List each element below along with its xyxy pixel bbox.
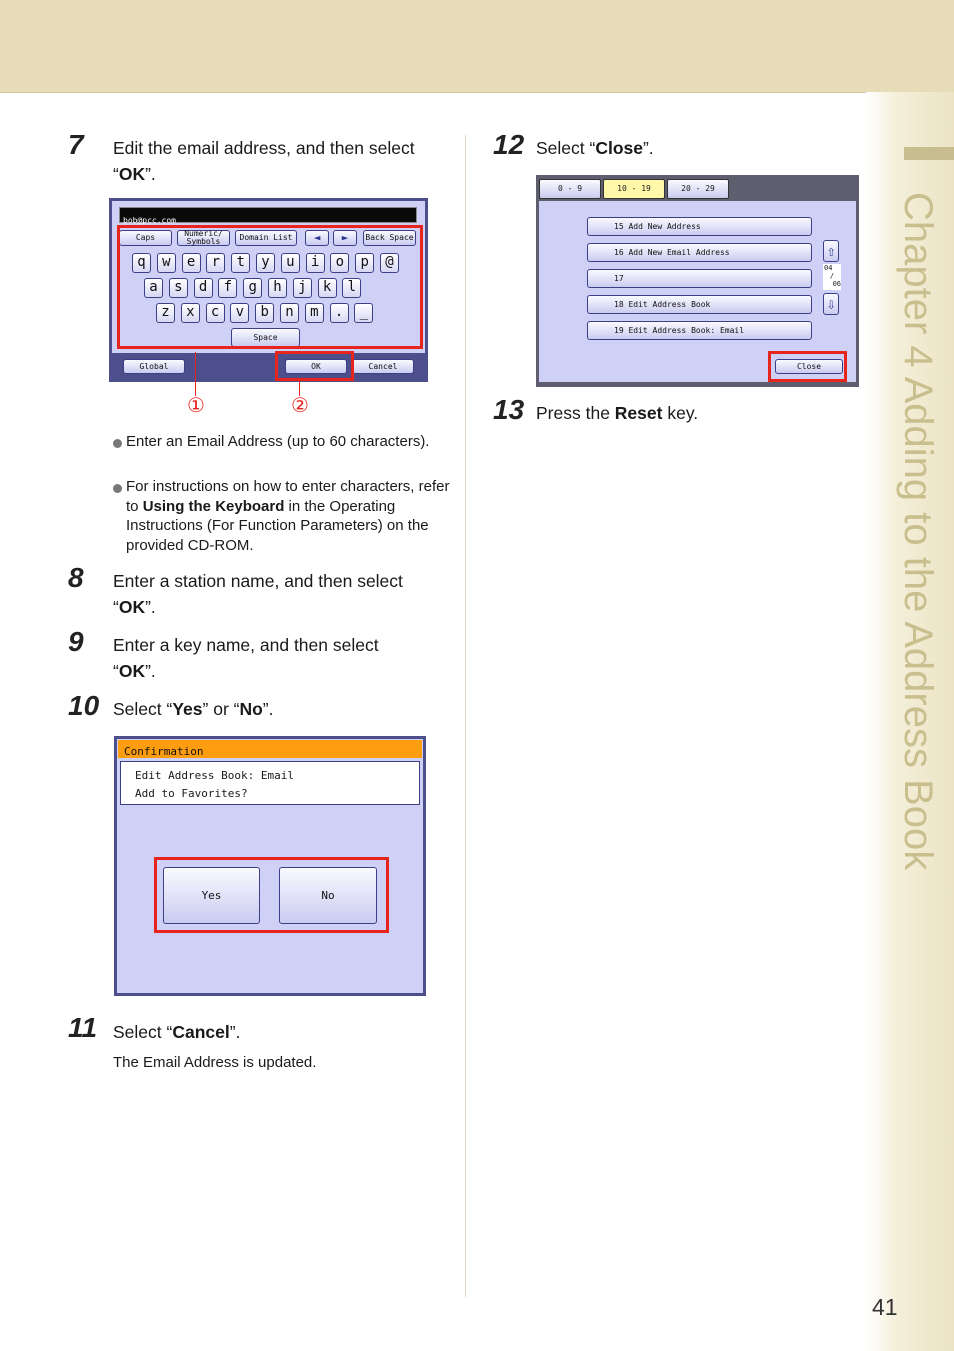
back-space-button[interactable]: Back Space — [363, 230, 416, 246]
page-total: 06 — [832, 280, 841, 288]
email-input[interactable] — [119, 207, 417, 223]
key-c[interactable]: c — [206, 303, 225, 323]
bullet-dot — [113, 484, 122, 493]
step-13-text: Press the Reset key. — [536, 403, 699, 423]
caps-button[interactable]: Caps — [119, 230, 172, 246]
arrow-down-icon: ⇩ — [826, 295, 836, 313]
key-w[interactable]: w — [157, 253, 176, 273]
key-s[interactable]: s — [169, 278, 188, 298]
address-list-item[interactable]: 18 Edit Address Book — [587, 295, 812, 314]
callout-line-1 — [195, 352, 196, 396]
key-i[interactable]: i — [306, 253, 325, 273]
key-h[interactable]: h — [268, 278, 287, 298]
chapter-title: Chapter 4 Adding to the Address Book — [896, 192, 940, 871]
step-11-note: The Email Address is updated. — [113, 1054, 317, 1071]
key-y[interactable]: y — [256, 253, 275, 273]
symbols-label: Symbols — [186, 237, 221, 246]
step-7-number: 7 — [68, 129, 84, 160]
chapter-tab-marker — [904, 147, 954, 160]
step-10-text: Select “Yes” or “No”. — [113, 699, 274, 719]
page-number: 41 — [872, 1294, 898, 1320]
key-p[interactable]: p — [355, 253, 374, 273]
key-l[interactable]: l — [342, 278, 361, 298]
step-12-text: Select “Close”. — [536, 138, 654, 158]
key-m[interactable]: m — [305, 303, 324, 323]
key-b[interactable]: b — [255, 303, 274, 323]
step-9-text: Enter a key name, and then select “OK”. — [113, 635, 379, 681]
step-10-number: 10 — [68, 690, 100, 721]
key-z[interactable]: z — [156, 303, 175, 323]
arrow-up-icon: ⇧ — [826, 242, 836, 260]
key-d[interactable]: d — [194, 278, 213, 298]
key-r[interactable]: r — [206, 253, 225, 273]
yes-button[interactable]: Yes — [163, 867, 260, 924]
page-separator: / — [829, 272, 835, 280]
callout-1: ① — [187, 395, 205, 417]
numeric-label: Numeric/ — [184, 229, 223, 238]
key-x[interactable]: x — [181, 303, 200, 323]
confirmation-screen — [114, 736, 426, 996]
close-button[interactable]: Close — [775, 359, 843, 374]
header-band — [0, 0, 954, 93]
global-button[interactable]: Global — [123, 359, 185, 374]
tab-range-3[interactable]: 20 - 29 — [667, 179, 729, 199]
step-11-text: Select “Cancel”. — [113, 1022, 241, 1042]
address-list-item[interactable]: 19 Edit Address Book: Email — [587, 321, 812, 340]
keyboard-screen — [109, 198, 428, 382]
scroll-up-button[interactable] — [823, 240, 839, 262]
step-8-number: 8 — [68, 562, 84, 593]
cursor-right-button[interactable]: ► — [333, 230, 357, 246]
key-e[interactable]: e — [182, 253, 201, 273]
step-12-number: 12 — [493, 129, 525, 160]
key-o[interactable]: o — [330, 253, 349, 273]
key-j[interactable]: j — [293, 278, 312, 298]
address-list-screen — [536, 175, 859, 387]
step-11-number: 11 — [68, 1012, 98, 1043]
highlight-yes-no — [154, 857, 389, 933]
domain-list-button[interactable]: Domain List — [235, 230, 297, 246]
confirmation-title: Confirmation — [124, 745, 204, 758]
highlight-close-button — [768, 351, 847, 382]
ok-button[interactable]: OK — [285, 359, 347, 374]
email-input-value: bob@pcc.com — [123, 216, 176, 225]
confirmation-line-1: Edit Address Book: Email — [135, 769, 294, 782]
tab-range-1[interactable]: 0 - 9 — [539, 179, 601, 199]
column-divider — [465, 135, 466, 1297]
key-underscore[interactable]: _ — [354, 303, 373, 323]
bullet-email-limit: Enter an Email Address (up to 60 characters). — [113, 432, 446, 452]
callout-2: ② — [291, 395, 309, 417]
key-v[interactable]: v — [230, 303, 249, 323]
step-8-text: Enter a station name, and then select “OK”. — [113, 571, 403, 617]
step-7-text: Edit the email address, and then select “OK”. — [113, 138, 415, 184]
key-dot[interactable]: . — [330, 303, 349, 323]
highlight-ok-button — [275, 351, 354, 381]
cancel-button[interactable]: Cancel — [352, 359, 414, 374]
key-t[interactable]: t — [231, 253, 250, 273]
highlight-keyboard-area — [117, 225, 423, 349]
confirmation-title-bar — [118, 740, 422, 758]
step-13-number: 13 — [493, 394, 525, 425]
bullet-dot — [113, 439, 122, 448]
step-9-number: 9 — [68, 626, 84, 657]
bullet-keyboard-instructions: For instructions on how to enter characters, refer to Using the Keyboard in the Operating Instructions (For Function Parameters) on the provided CD-ROM. — [113, 477, 456, 555]
page-current: 04 — [824, 264, 833, 272]
confirmation-line-2: Add to Favorites? — [135, 787, 248, 800]
key-g[interactable]: g — [243, 278, 262, 298]
key-f[interactable]: f — [218, 278, 237, 298]
address-list-item[interactable]: 15 Add New Address — [587, 217, 812, 236]
page-indicator — [823, 264, 841, 290]
key-q[interactable]: q — [132, 253, 151, 273]
space-button[interactable]: Space — [231, 328, 300, 347]
key-a[interactable]: a — [144, 278, 163, 298]
key-n[interactable]: n — [280, 303, 299, 323]
cursor-left-button[interactable]: ◄ — [305, 230, 329, 246]
no-button[interactable]: No — [279, 867, 377, 924]
key-at[interactable]: @ — [380, 253, 399, 273]
address-list-item[interactable]: 16 Add New Email Address — [587, 243, 812, 262]
key-k[interactable]: k — [318, 278, 337, 298]
tab-range-2[interactable]: 10 - 19 — [603, 179, 665, 199]
address-list-item[interactable]: 17 — [587, 269, 812, 288]
confirmation-message — [120, 761, 420, 805]
scroll-down-button[interactable] — [823, 293, 839, 315]
key-u[interactable]: u — [281, 253, 300, 273]
